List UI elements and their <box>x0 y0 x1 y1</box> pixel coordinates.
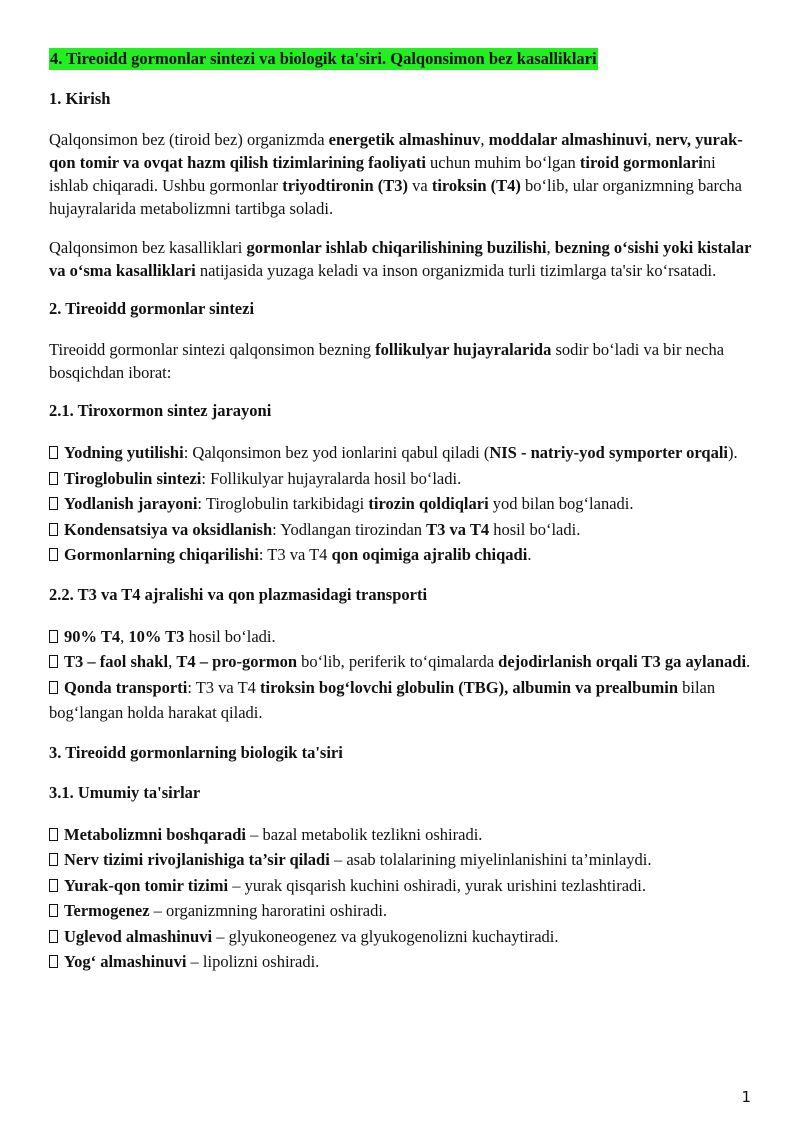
missing-glyph-box-icon <box>49 681 58 694</box>
paragraph <box>49 338 759 384</box>
missing-glyph-box-icon <box>49 630 58 643</box>
list-item <box>49 466 759 492</box>
text-run: ni ishlab chiqaradi. Ushbu gormonlar <box>49 153 716 195</box>
bold-text: nerv, yurak-qon tomir va ovqat hazm qilish tizimlarining faoliyati <box>49 130 743 172</box>
text-run: . <box>746 652 751 671</box>
list-item <box>49 822 759 848</box>
text-run: bilan bog‘langan holda harakat qiladi. <box>49 677 716 722</box>
list-item <box>49 517 759 543</box>
section-heading: 2.2. T3 va T4 ajralishi va qon plazmasidagi transporti <box>49 584 428 604</box>
bold-text: Gormonlarning chiqarilishi <box>64 545 259 564</box>
text-run: – organizmning haroratini oshiradi. <box>149 901 388 920</box>
section-heading: 3.1. Umumiy ta'sirlar <box>49 782 201 802</box>
text-run: va <box>408 176 432 195</box>
text-run: : Qalqonsimon bez yod ionlarini qabul qiladi ( <box>183 443 490 462</box>
list-item <box>49 440 759 466</box>
text-run: hosil bo‘ladi. <box>489 519 581 539</box>
text-run: – yurak qisqarish kuchini oshiradi, yurak urishini tezlashtiradi. <box>228 875 647 895</box>
list-item <box>49 898 759 924</box>
bold-text: 90% T4 <box>64 626 121 646</box>
text-run: uchun muhim bo‘lgan <box>425 153 580 172</box>
text-run: ). <box>727 443 738 462</box>
text-run: , <box>480 130 489 149</box>
text-run: , <box>546 238 555 257</box>
bold-text: tiroksin (T4) <box>431 176 521 195</box>
text-run: – lipolizni oshiradi. <box>186 952 320 971</box>
text-run: bo‘lib, periferik to‘qimalarda <box>297 652 499 671</box>
list-item <box>49 949 759 975</box>
list-item <box>49 847 759 873</box>
bold-text: tirozin qoldiqlari <box>368 494 489 513</box>
text-run: – bazal metabolik tezlikni oshiradi. <box>245 824 483 844</box>
list-item <box>49 924 759 950</box>
text-run: : Follikulyar hujayralarda hosil bo‘ladi. <box>201 468 462 488</box>
bold-text: dejodirlanish orqali T3 ga aylanadi <box>498 652 747 671</box>
bold-text: Termogenez <box>64 901 150 920</box>
page-number: 1 <box>741 1088 751 1106</box>
document-page <box>49 48 759 991</box>
bold-text: NIS - natriy-yod symporter orqali <box>489 443 728 462</box>
section-heading: 2. Tireoidd gormonlar sintezi <box>49 299 255 318</box>
list-item <box>49 491 759 517</box>
bullet-list <box>49 822 759 975</box>
highlighted-title-text: 4. Tireoidd gormonlar sintezi va biologik ta'siri. Qalqonsimon bez kasalliklari <box>50 49 597 68</box>
section-heading: 1. Kirish <box>49 89 111 108</box>
missing-glyph-box-icon <box>49 904 58 917</box>
text-run: natijasida yuzaga keladi va inson organizmida turli tizimlarga ta'sir ko‘rsatadi. <box>195 261 717 280</box>
missing-glyph-box-icon <box>49 446 58 459</box>
missing-glyph-box-icon <box>49 548 58 561</box>
bold-text: Kondensatsiya va oksidlanish <box>64 519 273 539</box>
bold-text: T3 – faol shakl <box>64 652 169 671</box>
text-run: hosil bo‘ladi. <box>184 626 276 646</box>
bullet-list <box>49 624 759 726</box>
paragraph <box>49 128 759 220</box>
missing-glyph-box-icon <box>49 472 58 485</box>
paragraph <box>49 236 759 282</box>
text-run: yod bilan bog‘lanadi. <box>488 494 634 513</box>
bold-text: 10% T3 <box>128 626 185 646</box>
text-run: – asab tolalarining miyelinlanishini ta’minlaydi. <box>329 850 652 869</box>
text-run: bo‘lib, ular organizmning barcha hujayralarida metabolizmni tartibga soladi. <box>49 176 742 218</box>
missing-glyph-box-icon <box>49 930 58 943</box>
text-run: : T3 va T4 <box>187 677 261 697</box>
text-run: – glyukoneogenez va glyukogenolizni kuchaytiradi. <box>212 926 559 946</box>
text-run: : Yodlangan tirozindan <box>272 519 427 539</box>
document-title <box>49 48 759 70</box>
missing-glyph-box-icon <box>49 853 58 866</box>
list-item <box>49 649 759 675</box>
bold-text: bezning o‘sishi yoki kistalar va o‘sma kasalliklari <box>49 238 752 280</box>
bullet-list <box>49 440 759 568</box>
missing-glyph-box-icon <box>49 655 58 668</box>
list-item <box>49 675 759 726</box>
bold-text: Yodning yutilishi <box>64 443 184 462</box>
document-body <box>49 88 759 975</box>
section-heading: 3. Tireoidd gormonlarning biologik ta'siri <box>49 742 343 762</box>
bold-text: Qonda transporti <box>64 677 188 697</box>
bold-text: gormonlar ishlab chiqarilishining buzilishi <box>246 238 547 257</box>
bold-text: tiroid gormonlari <box>579 153 703 172</box>
text-run: , <box>168 652 177 671</box>
text-run: Tireoidd gormonlar sintezi qalqonsimon bezning <box>49 340 376 359</box>
bold-text: Nerv tizimi rivojlanishiga ta’sir qiladi <box>64 850 330 869</box>
missing-glyph-box-icon <box>49 879 58 892</box>
text-run: . <box>527 545 532 564</box>
list-item <box>49 542 759 568</box>
bold-text: T4 – pro-gormon <box>176 652 298 671</box>
text-run: sodir bo‘ladi va bir necha bosqichdan iborat: <box>49 340 725 382</box>
list-item <box>49 624 759 650</box>
bold-text: triyodtironin (T3) <box>282 176 408 195</box>
bold-text: moddalar almashinuvi <box>488 130 648 149</box>
list-item <box>49 873 759 899</box>
section-heading: 2.1. Tiroxormon sintez jarayoni <box>49 401 272 420</box>
text-run: , <box>120 626 129 646</box>
text-run: : Tiroglobulin tarkibidagi <box>197 494 369 513</box>
bold-text: T3 va T4 <box>426 519 490 539</box>
text-run: : T3 va T4 <box>258 545 332 564</box>
missing-glyph-box-icon <box>49 497 58 510</box>
missing-glyph-box-icon <box>49 828 58 841</box>
bold-text: follikulyar hujayralarida <box>375 340 552 359</box>
text-run: Qalqonsimon bez kasalliklari <box>49 238 247 257</box>
text-run: , <box>647 130 656 149</box>
bold-text: qon oqimiga ajralib chiqadi <box>331 545 528 564</box>
missing-glyph-box-icon <box>49 523 58 536</box>
bold-text: Yog‘ almashinuvi <box>64 952 187 971</box>
bold-text: Tiroglobulin sintezi <box>64 468 202 488</box>
text-run: Qalqonsimon bez (tiroid bez) organizmda <box>49 130 329 149</box>
bold-text: tiroksin bog‘lovchi globulin (TBG), albumin va prealbumin <box>260 677 679 697</box>
bold-text: energetik almashinuv <box>328 130 481 149</box>
missing-glyph-box-icon <box>49 955 58 968</box>
bold-text: Metabolizmni boshqaradi <box>64 824 246 844</box>
bold-text: Yurak-qon tomir tizimi <box>64 875 229 895</box>
bold-text: Uglevod almashinuvi <box>64 926 213 946</box>
bold-text: Yodlanish jarayoni <box>64 494 198 513</box>
